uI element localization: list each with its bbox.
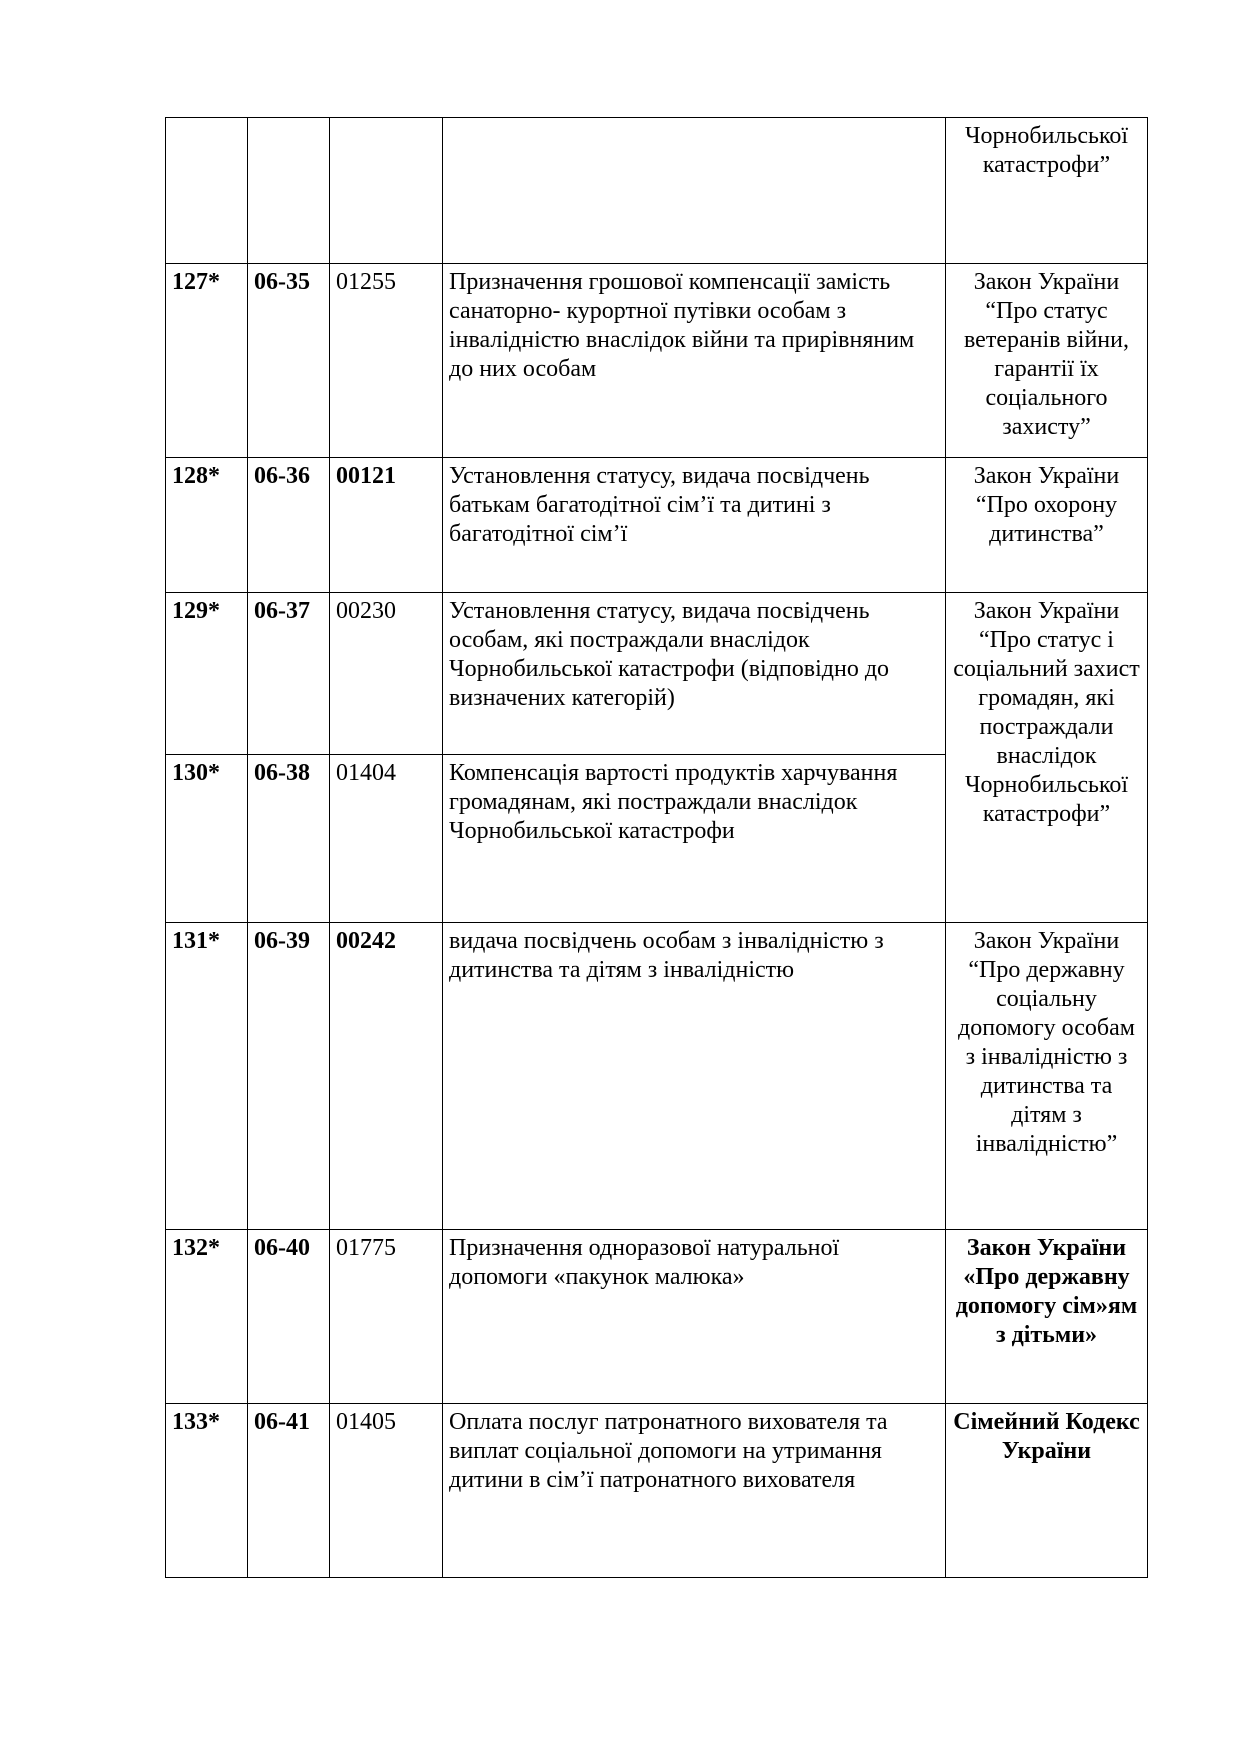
service-code [248,118,330,264]
row-number: 132* [166,1230,248,1404]
service-description: видача посвідчень особам з інвалідністю з дитинства та дітям з інвалідністю [443,923,946,1230]
service-code: 06-41 [248,1404,330,1578]
table-row [166,118,1148,264]
row-number: 131* [166,923,248,1230]
table-row [166,593,1148,755]
service-description: Установлення статусу, видача посвідчень особам, які постраждали внаслідок Чорнобильської катастрофи (відповідно до визначених категорій) [443,593,946,755]
row-number: 127* [166,264,248,458]
service-id: 01255 [330,264,443,458]
service-description: Компенсація вартості продуктів харчування громадянам, які постраждали внаслідок Чорнобильської катастрофи [443,755,946,923]
row-number: 129* [166,593,248,755]
service-id: 01775 [330,1230,443,1404]
service-description [443,118,946,264]
legal-basis: Чорнобильської катастрофи” [946,118,1148,264]
service-id: 01405 [330,1404,443,1578]
row-number: 133* [166,1404,248,1578]
service-code: 06-40 [248,1230,330,1404]
service-code: 06-36 [248,458,330,593]
service-description: Призначення грошової компенсації замість санаторно- курортної путівки особам з інвалідністю внаслідок війни та прирівняним до них особам [443,264,946,458]
service-id: 01404 [330,755,443,923]
legal-basis: Закон України «Про державну допомогу сім»ям з дітьми» [946,1230,1148,1404]
table-row [166,923,1148,1230]
service-id: 00230 [330,593,443,755]
service-description: Установлення статусу, видача посвідчень батькам багатодітної сім’ї та дитині з багатодітної сім’ї [443,458,946,593]
table-row [166,1404,1148,1578]
service-code: 06-38 [248,755,330,923]
row-number [166,118,248,264]
legal-basis: Закон України “Про статус і соціальний захист громадян, які постраждали внаслідок Чорнобильської катастрофи” [946,593,1148,923]
service-code: 06-37 [248,593,330,755]
service-description: Оплата послуг патронатного вихователя та виплат соціальної допомоги на утримання дитини в сім’ї патронатного вихователя [443,1404,946,1578]
service-id [330,118,443,264]
row-number: 128* [166,458,248,593]
service-id: 00121 [330,458,443,593]
table-row [166,264,1148,458]
legal-basis: Закон України “Про статус ветеранів війни, гарантії їх соціального захисту” [946,264,1148,458]
service-id: 00242 [330,923,443,1230]
legal-basis: Сімейний Кодекс України [946,1404,1148,1578]
table-row [166,1230,1148,1404]
service-description: Призначення одноразової натуральної допомоги «пакунок малюка» [443,1230,946,1404]
legal-basis: Закон України “Про державну соціальну допомогу особам з інвалідністю з дитинства та дітям з інвалідністю” [946,923,1148,1230]
service-code: 06-35 [248,264,330,458]
row-number: 130* [166,755,248,923]
legal-basis: Закон України “Про охорону дитинства” [946,458,1148,593]
services-table [165,117,1148,1578]
table-row [166,458,1148,593]
service-code: 06-39 [248,923,330,1230]
